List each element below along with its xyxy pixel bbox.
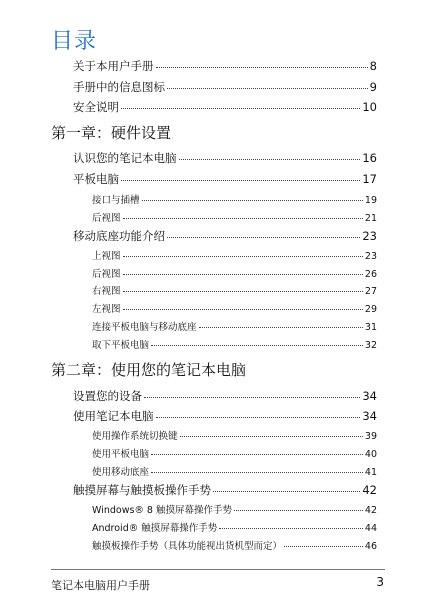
toc-entry-text: 接口与插槽 — [92, 195, 140, 206]
dot-leader — [213, 491, 360, 492]
toc-entry-text: 关于本用户手册 — [73, 59, 154, 73]
toc-entry-text: 后视图 — [92, 269, 121, 280]
toc-entry-page: 23 — [362, 229, 377, 243]
toc-subentry[interactable] — [92, 266, 377, 280]
dot-leader — [234, 510, 363, 511]
toc-entry-page: 42 — [362, 483, 377, 497]
toc-entry-text: Windows® 8 触摸屏幕操作手势 — [92, 505, 232, 516]
toc-entry-page: 23 — [364, 251, 377, 262]
dot-leader — [123, 256, 363, 257]
dot-leader — [180, 436, 363, 437]
toc-entry-page: 19 — [364, 195, 377, 206]
toc-entry-text: 触摸板操作手势（具体功能视出货机型而定） — [92, 541, 283, 552]
toc-entry-text: 使用操作系统切换键 — [92, 431, 178, 442]
toc-entry-text: 连接平板电脑与移动底座 — [92, 322, 197, 333]
toc-entry[interactable] — [73, 99, 377, 115]
dot-leader — [284, 546, 363, 547]
toc-entry-page: 42 — [364, 505, 377, 516]
dot-leader — [179, 159, 361, 160]
dot-leader — [142, 200, 363, 201]
dot-leader — [151, 454, 363, 455]
toc-entry-text: 使用平板电脑 — [92, 449, 150, 460]
dot-leader — [123, 218, 363, 219]
toc-subentry[interactable] — [92, 337, 377, 351]
toc-subentry[interactable] — [92, 520, 377, 534]
toc-subentry[interactable] — [92, 192, 377, 206]
toc-entry-text: 后视图 — [92, 213, 121, 224]
toc-subentry[interactable] — [92, 210, 377, 224]
toc-entry-text: Android® 触摸屏幕操作手势 — [92, 523, 218, 534]
toc-entry-text: 安全说明 — [73, 100, 119, 114]
toc-entry-page: 46 — [364, 541, 377, 552]
page-title: 目录 — [51, 29, 98, 54]
toc-entry-text: 上视图 — [92, 251, 121, 262]
toc-entry[interactable] — [73, 58, 377, 74]
toc-entry-text: 触摸屏幕与触摸板操作手势 — [73, 483, 211, 497]
dot-leader — [156, 417, 361, 418]
toc-subentry[interactable] — [92, 446, 377, 460]
dot-leader — [219, 528, 363, 529]
footer-manual-title: 笔记本电脑用户手册 — [51, 579, 150, 592]
toc-entry-page: 9 — [369, 80, 377, 94]
toc-entry[interactable] — [73, 408, 377, 424]
toc-entry-text: 左视图 — [92, 304, 121, 315]
dot-leader — [123, 291, 363, 292]
footer-divider — [51, 569, 385, 570]
dot-leader — [121, 108, 360, 109]
toc-entry-page: 32 — [364, 340, 377, 351]
toc-entry-page: 26 — [364, 269, 377, 280]
toc-entry-page: 10 — [362, 100, 377, 114]
toc-entry-text: 使用笔记本电脑 — [73, 409, 154, 423]
dot-leader — [123, 274, 363, 275]
toc-entry[interactable] — [73, 482, 377, 498]
toc-entry[interactable] — [73, 79, 377, 95]
toc-entry-text: 右视图 — [92, 286, 121, 297]
dot-leader — [151, 345, 363, 346]
toc-subentry[interactable] — [92, 319, 377, 333]
toc-entry-text: 认识您的笔记本电脑 — [73, 151, 177, 165]
dot-leader — [144, 397, 360, 398]
toc-entry-page: 41 — [364, 467, 377, 478]
toc-entry[interactable] — [73, 388, 377, 404]
toc-entry-page: 31 — [364, 322, 377, 333]
toc-entry-page: 16 — [362, 151, 377, 165]
toc-entry-text: 手册中的信息图标 — [73, 80, 165, 94]
toc-subentry[interactable] — [92, 428, 377, 442]
toc-entry-text: 平板电脑 — [73, 172, 119, 186]
toc-entry-page: 29 — [364, 304, 377, 315]
toc-entry-page: 8 — [369, 59, 377, 73]
toc-entry-page: 34 — [362, 389, 377, 403]
toc-entry-page: 27 — [364, 286, 377, 297]
toc-entry-text: 移动底座功能介绍 — [73, 229, 165, 243]
toc-subentry[interactable] — [92, 248, 377, 262]
toc-entry-text: 使用移动底座 — [92, 467, 150, 478]
toc-entry-page: 21 — [364, 213, 377, 224]
dot-leader — [199, 327, 363, 328]
toc-entry-page: 40 — [364, 449, 377, 460]
footer-page-number: 3 — [376, 575, 384, 589]
toc-entry-page: 17 — [362, 172, 377, 186]
toc-entry[interactable] — [73, 228, 377, 244]
dot-leader — [167, 88, 368, 89]
toc-entry-page: 44 — [364, 523, 377, 534]
toc-entry-page: 39 — [364, 431, 377, 442]
toc-subentry[interactable] — [92, 283, 377, 297]
toc-subentry[interactable] — [92, 538, 377, 552]
toc-entry[interactable] — [73, 171, 377, 187]
toc-subentry[interactable] — [92, 464, 377, 478]
toc-entry-page: 34 — [362, 409, 377, 423]
dot-leader — [123, 309, 363, 310]
chapter-heading[interactable]: 第二章：使用您的笔记本电脑 — [51, 361, 247, 379]
toc-entry-text: 设置您的设备 — [73, 389, 142, 403]
toc-subentry[interactable] — [92, 502, 377, 516]
toc-subentry[interactable] — [92, 301, 377, 315]
dot-leader — [167, 237, 360, 238]
toc-entry[interactable] — [73, 150, 377, 166]
toc-entry-text: 取下平板电脑 — [92, 340, 150, 351]
chapter-heading[interactable]: 第一章：硬件设置 — [51, 124, 172, 142]
dot-leader — [121, 180, 360, 181]
dot-leader — [151, 472, 363, 473]
dot-leader — [156, 67, 368, 68]
